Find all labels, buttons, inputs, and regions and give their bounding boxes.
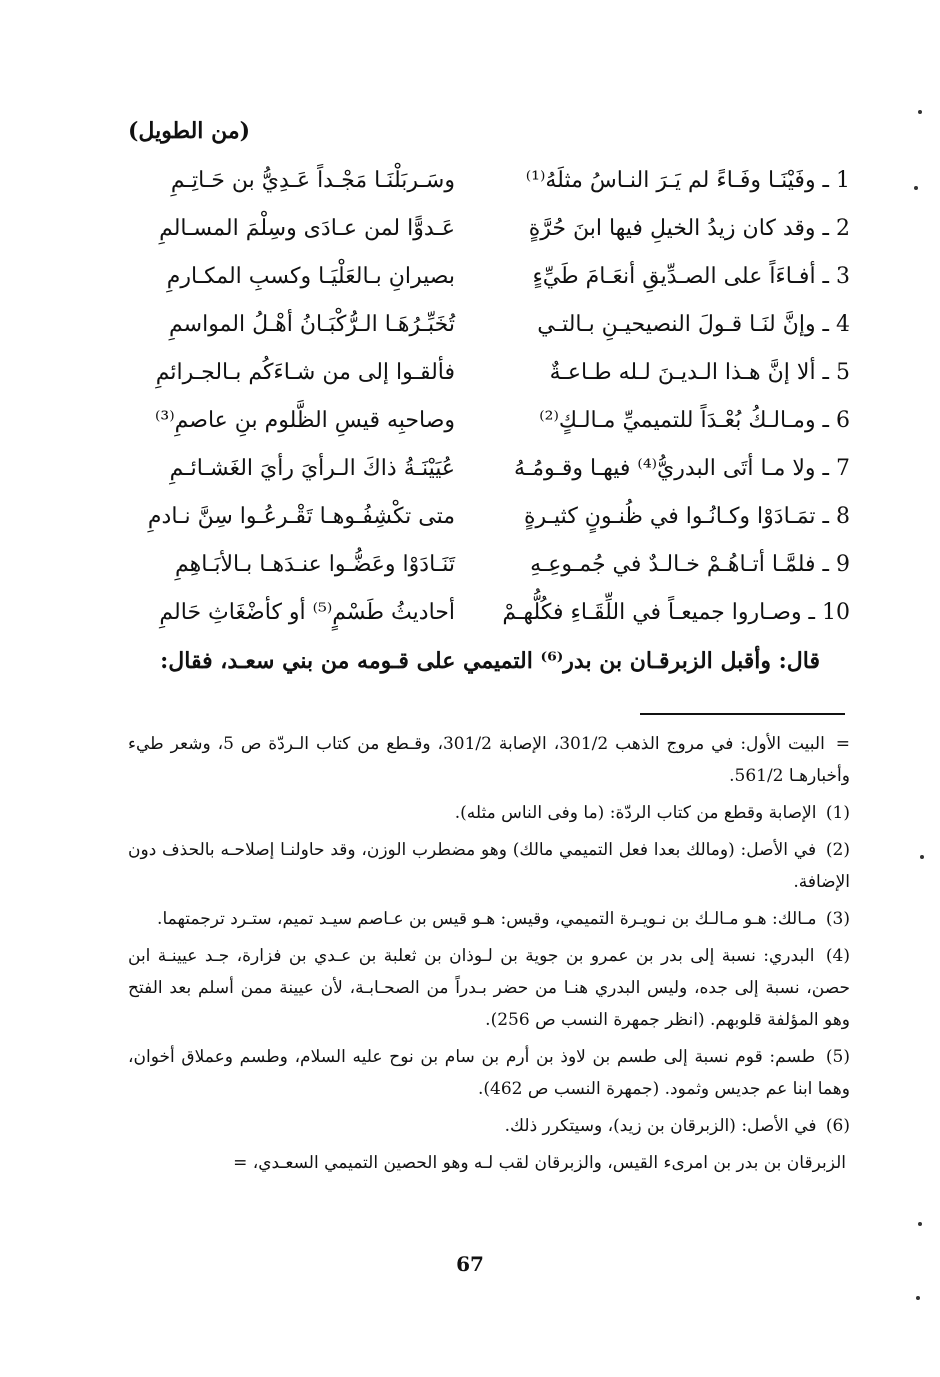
verse-first-hemistich: 10 ـ وصـاروا جميعـاً في اللِّقَـاءِ فكُلُّهـمْ xyxy=(502,600,850,625)
footnote-text: مـالك: هـو مـالـك بن نـويـرة التميمي، وقيس: هـو قيس بن عـاصم سيـد تميم، ستـرد ترجمتهما. xyxy=(157,909,817,929)
footnotes xyxy=(128,728,850,1184)
poem xyxy=(120,168,850,648)
verse-second-hemistich: وصاحبِه قيسِ الظَّلوم بنِ عاصمِ⁽³⁾ xyxy=(154,408,455,433)
verse-6 xyxy=(120,408,850,456)
footnote-marker: (6) xyxy=(825,1116,850,1136)
verse-second-hemistich: فألقـوا إلى من شـاءَكُم بـالجـرائمِ xyxy=(155,360,455,385)
footnote-divider xyxy=(640,713,845,715)
footnote-5 xyxy=(128,1041,850,1105)
footnote-marker: (4) xyxy=(825,946,850,966)
footnote-text: طسم: قوم نسبة إلى طسم بن لاوذ بن أرم بن سام بن نوح عليه السلام، وطسم وعملاق أخوان، وهما ابنا عم جديس وثمود. (جمهرة النسب ص 462). xyxy=(128,1047,850,1099)
verse-second-hemistich: متى تكْشِفُـوهـا تَقْـرعُـوا سِنَّ نـادمِ xyxy=(147,504,455,529)
footnote-marker: (3) xyxy=(825,909,850,929)
margin-speck xyxy=(918,110,922,114)
margin-speck xyxy=(918,1222,922,1226)
verse-first-hemistich: 6 ـ ومـالـكُ بُعْـدَاً للتميميِّ مـالـكٍ⁽²⁾ xyxy=(539,408,850,433)
footnote-text: البيت الأول: في مروج الذهب 301/2، الإصابة 301/2، وقـطع من كتاب الـردّة ص 5، وشعر طيء وأخبارهـا 561/2. xyxy=(128,734,850,786)
footnote-marker: (1) xyxy=(825,803,850,823)
verse-5 xyxy=(120,360,850,408)
verse-second-hemistich: عَـدوًّا لمن عـادَى وسِلْمَ المسـالمِ xyxy=(159,216,455,241)
verse-first-hemistich: 5 ـ ألا إنَّ هـذا الـديـنَ لـله طـاعـةٌ xyxy=(549,360,850,385)
verse-second-hemistich: تُخَبِّـرُهَـا الـرُّكْبَـانُ أهْـلُ المواسمِ xyxy=(169,312,455,337)
footnote-text: الإصابة وقطع من كتاب الردّة: (ما وفى الناس مثله). xyxy=(454,803,817,823)
verse-2 xyxy=(120,216,850,264)
verse-first-hemistich: 9 ـ فلمَّـا أتـاهُـمْ خـالـدٌ في جُمـوعِـهِ xyxy=(530,552,850,577)
verse-4 xyxy=(120,312,850,360)
footnote-2 xyxy=(128,834,850,898)
footnote-1 xyxy=(128,797,850,829)
footnote-marker: = xyxy=(835,734,850,754)
margin-speck xyxy=(916,1296,920,1300)
verse-first-hemistich: 3 ـ أفـاءَاً على الصـدِّيقِ أنعَـامَ طَيِّءٍ xyxy=(532,264,850,289)
verse-1 xyxy=(120,168,850,216)
footnote-6-continued xyxy=(128,1147,850,1179)
footnote-6 xyxy=(128,1110,850,1142)
verse-second-hemistich: بصيرانِ بـالعَلْيَـا وكسبِ المكـارمِ xyxy=(166,264,455,289)
verse-10 xyxy=(120,600,850,648)
verse-second-hemistich: عُيَيْنَـةُ ذاكَ الـرأيَ رأيَ الغَشـائـمِ xyxy=(169,456,455,481)
verse-first-hemistich: 8 ـ تمَـادَوْا وكـانُـوا في ظُنـونٍ كثيـرةٍ xyxy=(523,504,850,529)
footnote-text: الزبرقان بن بدر بن امرىء القيس، والزبرقان لقب لـه وهو الحصين التميمي السعـدي، = xyxy=(233,1153,846,1173)
margin-speck xyxy=(920,855,924,859)
narration-line: قال: وأقبل الزبرقـان بن بدر⁽⁶⁾ التميمي على قـومه من بني سعـد، فقال: xyxy=(160,648,820,674)
footnote-text: البدري: نسبة إلى بدر بن عمرو بن جوية بن لـوذان بن ثعلبة بن عـدي بن فزارة، جـد عيينـة ابن حصن، نسبة إلى جده، وليس البدري هنـا من حضر بـدراً من الصحـابـة، لأن عيينة ممن أسلم بعد الفتح وهو المؤلفة قلوبهم. (انظر جمهرة النسب ص 256). xyxy=(128,946,850,1030)
verse-7 xyxy=(120,456,850,504)
footnote-4 xyxy=(128,940,850,1036)
verse-first-hemistich: 4 ـ وإنَّ لنَـا قـولَ النصيحيـنِ بـالتـي xyxy=(537,312,850,337)
verse-second-hemistich: تَنَـادَوْا وعَضُّـوا عنـدَهـا بـالأبَـاهِمِ xyxy=(174,552,455,577)
verse-first-hemistich: 7 ـ ولا مـا أتَى البدريُّ⁽⁴⁾ فيهـا وقـومُـهُ xyxy=(514,456,850,481)
poem-meter: (من الطويل) xyxy=(128,118,251,144)
verse-9 xyxy=(120,552,850,600)
verse-first-hemistich: 2 ـ وقد كان زيدُ الخيلِ فيها ابنَ حُرَّةٍ xyxy=(528,216,850,241)
verse-first-hemistich: 1 ـ وفَيْنَـا وفَـاءً لم يَـرَ النـاسُ مثلَهُ⁽¹⁾ xyxy=(525,168,850,193)
footnote-marker: (5) xyxy=(825,1047,850,1067)
footnote-3 xyxy=(128,903,850,935)
footnote-text: في الأصل: (ومالك بعدا فعل التميمي مالك) وهو مضطرب الوزن، وقد حاولنـا إصلاحـه بالحذف دون الإضافة. xyxy=(128,840,850,892)
verse-second-hemistich: وسَـربَلْنَـا مَجْـداً عَـدِيُّ بن حَـاتِـمِ xyxy=(170,168,455,193)
margin-speck xyxy=(914,186,918,190)
footnote-continued xyxy=(128,728,850,792)
verse-8 xyxy=(120,504,850,552)
verse-3 xyxy=(120,264,850,312)
footnote-marker: (2) xyxy=(825,840,851,860)
footnote-text: في الأصل: (الزبرقان بن زيد)، وسيتكرر ذلك. xyxy=(504,1116,817,1136)
page-number: 67 xyxy=(456,1252,484,1276)
verse-second-hemistich: أحاديثُ طَسْمٍ⁽⁵⁾ أو كأضْغَاثِ حَالمِ xyxy=(159,600,455,625)
